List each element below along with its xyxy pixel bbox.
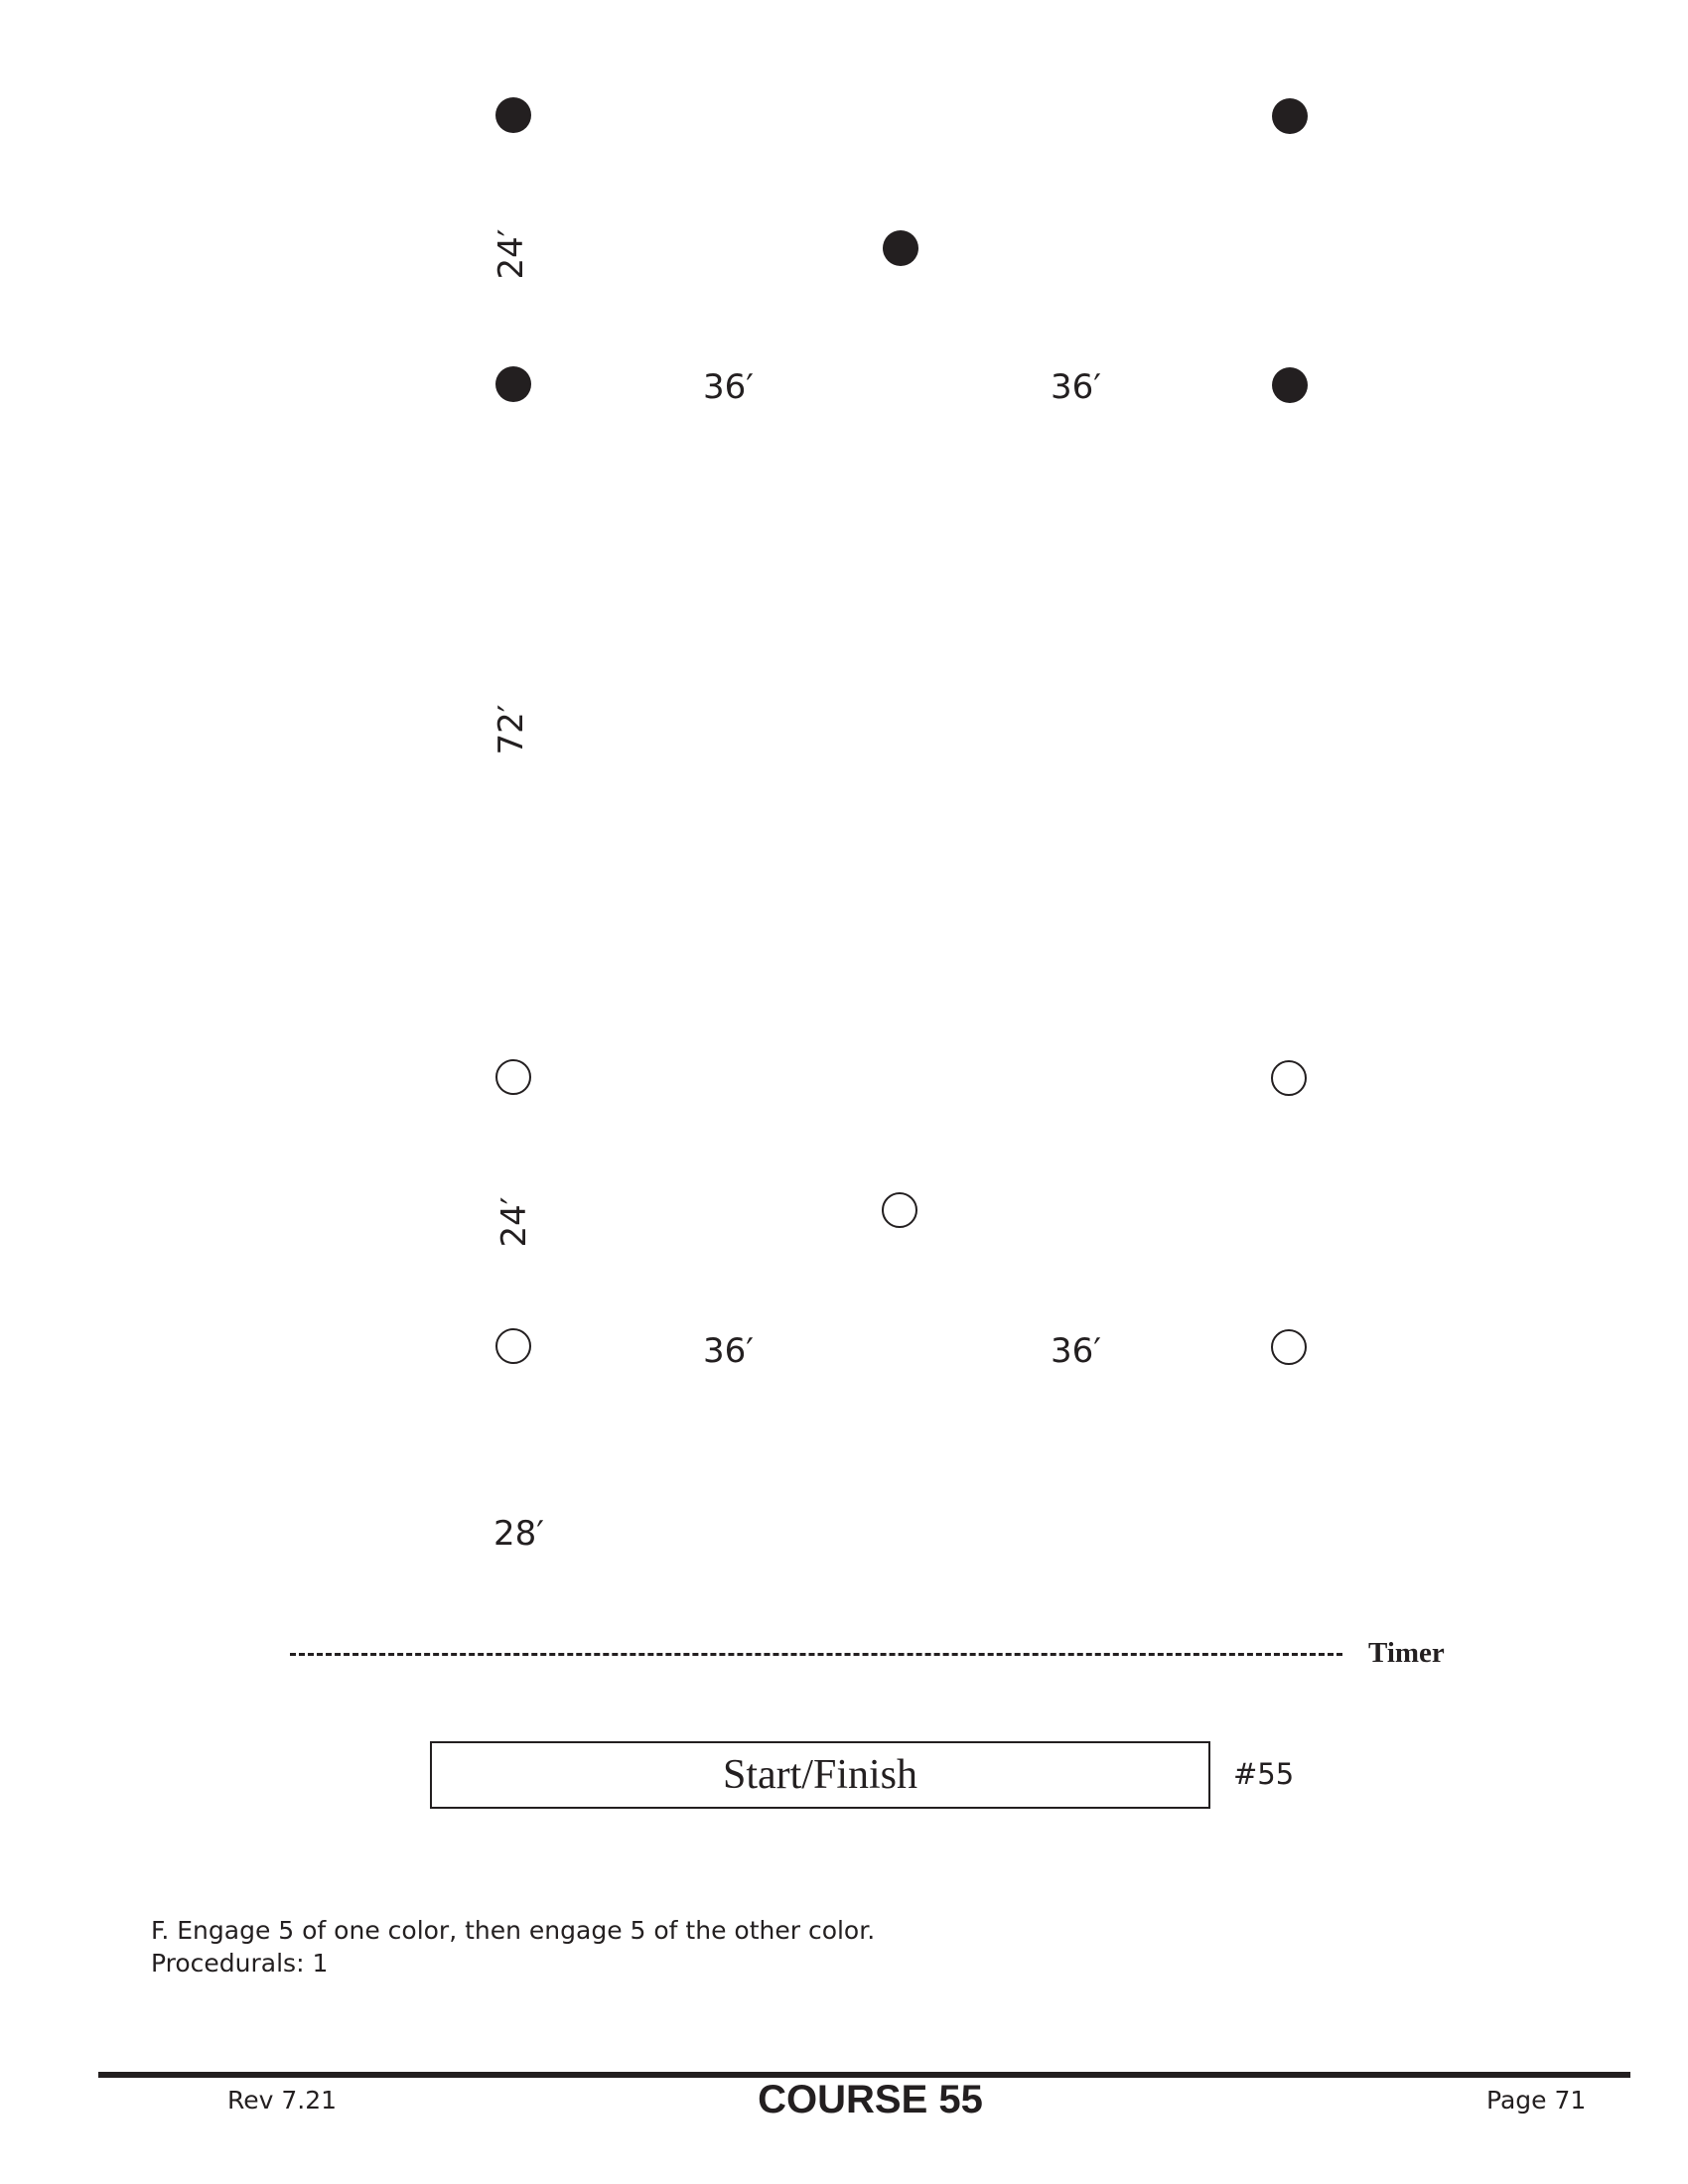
instruction-line: F. Engage 5 of one color, then engage 5 of the other color. [151, 1916, 876, 1945]
dimension-lower-vertical: 24′ [494, 1196, 534, 1248]
filled-cone-bottom-left [495, 366, 531, 402]
footer-revision: Rev 7.21 [227, 2086, 338, 2115]
hollow-cone-top-left [495, 1059, 531, 1095]
hollow-cone-top-right [1271, 1060, 1307, 1096]
footer-page-number: Page 71 [1486, 2086, 1587, 2115]
dimension-upper-vertical: 24′ [492, 228, 531, 280]
dimension-bottom-gap: 28′ [493, 1514, 544, 1554]
timer-line [290, 1653, 1342, 1656]
filled-cone-top-left [495, 97, 531, 133]
procedurals-line: Procedurals: 1 [151, 1949, 329, 1978]
dimension-middle-vertical: 72′ [492, 704, 531, 755]
hollow-cone-bottom-left [495, 1328, 531, 1364]
start-finish-label: Start/Finish [722, 1752, 918, 1798]
dimension-lower-horizontal-right: 36′ [1051, 1331, 1101, 1371]
footer-title: COURSE 55 [758, 2078, 983, 2121]
dimension-upper-horizontal-left: 36′ [703, 367, 754, 407]
filled-cone-top-right [1272, 98, 1308, 134]
filled-cone-center [883, 230, 918, 266]
course-number: #55 [1233, 1757, 1295, 1791]
filled-cone-bottom-right [1272, 367, 1308, 403]
hollow-cone-center [882, 1192, 917, 1228]
timer-label: Timer [1368, 1637, 1445, 1669]
start-finish-box [430, 1741, 1210, 1809]
dimension-upper-horizontal-right: 36′ [1051, 367, 1101, 407]
hollow-cone-bottom-right [1271, 1329, 1307, 1365]
instructions [151, 1914, 875, 1979]
dimension-lower-horizontal-left: 36′ [703, 1331, 754, 1371]
